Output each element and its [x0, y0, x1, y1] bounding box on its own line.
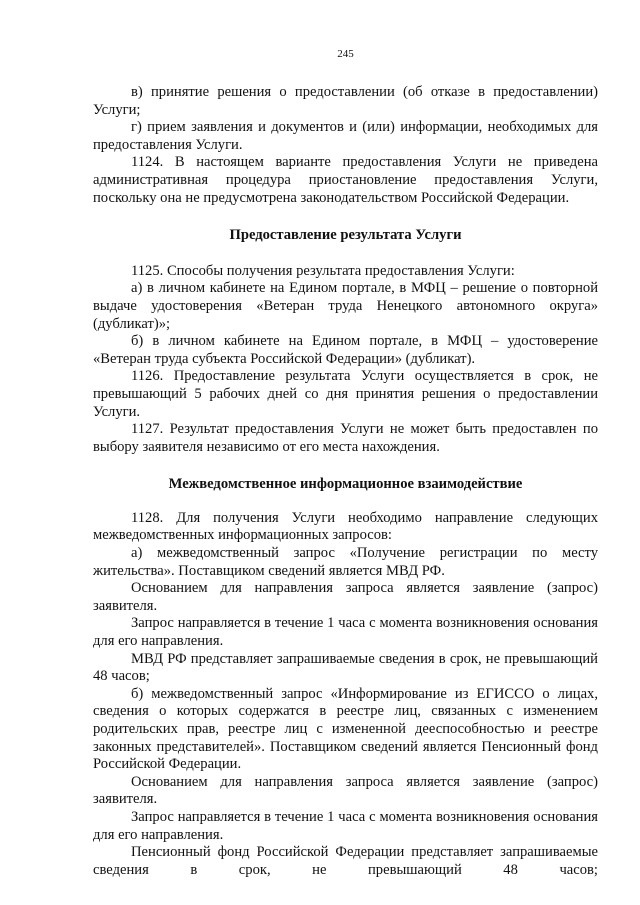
paragraph-1128: 1128. Для получения Услуги необходимо направление следующих межведомственных информационных запросов:	[93, 509, 598, 544]
paragraph-1127: 1127. Результат предоставления Услуги не может быть предоставлен по выбору заявителя независимо от его места нахождения.	[93, 421, 598, 455]
section-top	[93, 84, 598, 207]
heading-result: Предоставление результата Услуги	[229, 227, 462, 244]
page-number: 245	[337, 48, 354, 60]
paragraph-item-g: г) прием заявления и документов и (или) информации, необходимых для предоставления Услуги.	[93, 119, 598, 153]
paragraph-timing-b: Запрос направляется в течение 1 часа с момента возникновения основания для его направления.	[93, 808, 598, 843]
paragraph-basis-a: Основанием для направления запроса является заявление (запрос) заявителя.	[93, 580, 598, 614]
paragraph-item-v: в) принятие решения о предоставлении (об отказе в предоставлении) Услуги;	[93, 84, 598, 118]
paragraph-1126: 1126. Предоставление результата Услуги осуществляется в срок, не превышающий 5 рабочих дней со дня принятия решения о предоставлении Услуги.	[93, 368, 598, 420]
paragraph-1125-a: а) в личном кабинете на Едином портале, в МФЦ – решение о повторной выдаче удостоверения «Ветеран труда Ненецкого автономного округа» (дубликат)»;	[93, 280, 598, 332]
paragraph-timing-a: Запрос направляется в течение 1 часа с момента возникновения основания для его направления.	[93, 615, 598, 650]
paragraph-pfr-deadline: Пенсионный фонд Российской Федерации представляет запрашиваемые сведения в срок, не превышающий 48 часов;	[93, 844, 598, 878]
paragraph-1128-a: а) межведомственный запрос «Получение регистрации по месту жительства». Поставщиком сведений является МВД РФ.	[93, 545, 598, 579]
paragraph-basis-b: Основанием для направления запроса является заявление (запрос) заявителя.	[93, 773, 598, 808]
section-interagency	[93, 510, 598, 879]
paragraph-mvd-deadline: МВД РФ представляет запрашиваемые сведения в срок, не превышающий 48 часов;	[93, 650, 598, 685]
heading-interagency: Межведомственное информационное взаимодействие	[168, 476, 523, 493]
paragraph-1125: 1125. Способы получения результата предоставления Услуги:	[131, 262, 515, 279]
paragraph-1125-b: б) в личном кабинете на Едином портале, в МФЦ – удостоверение «Ветеран труда субъекта Российской Федерации» (дубликат).	[93, 333, 598, 367]
section-result	[93, 263, 598, 457]
paragraph-1124: 1124. В настоящем варианте предоставления Услуги не приведена административная процедура приостановление предоставления Услуги, поскольку она не предусмотрена законодательством Российской Федерации.	[93, 154, 598, 206]
paragraph-1128-b: б) межведомственный запрос «Информирование из ЕГИССО о лицах, сведения о которых содержатся в реестре лиц, связанных с изменением родительских прав, реестре лиц с измененной дееспособностью и реестре законных представителей». Поставщиком сведений является Пенсионный фонд Российской Федерации.	[93, 685, 598, 773]
